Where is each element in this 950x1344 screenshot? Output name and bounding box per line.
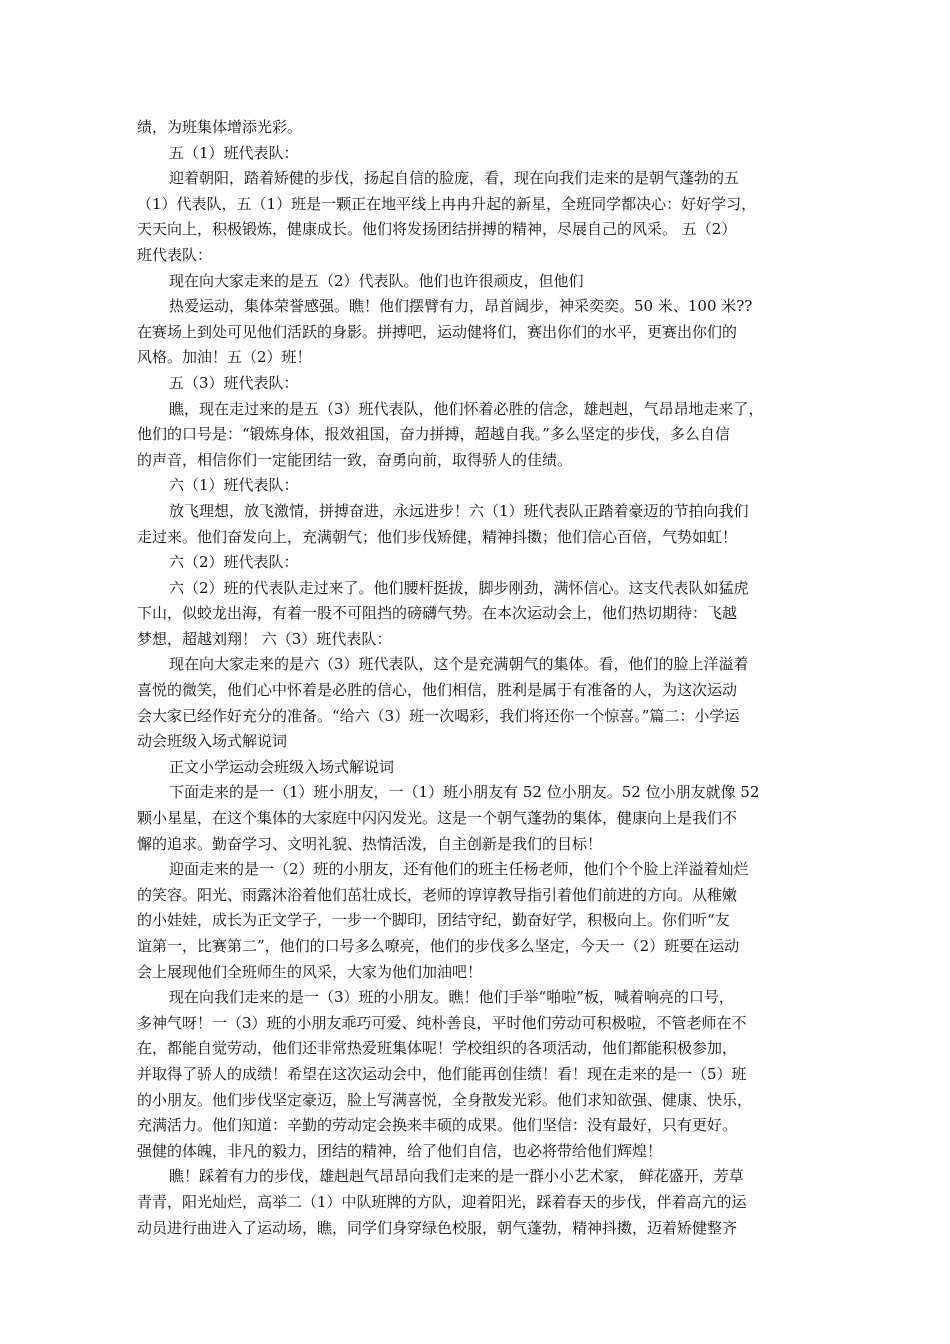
text-line: 六（2）班的代表队走过来了。他们腰杆挺拔，脚步刚劲，满怀信心。这支代表队如猛虎 (169, 578, 749, 597)
text-line: 会上展现他们全班师生的风采，大家为他们加油吧！ (137, 962, 483, 981)
text-line: 梦想，超越刘翔！ 六（3）班代表队： (137, 629, 392, 648)
text-line: 风格。加油！五（2）班！ (137, 348, 312, 367)
text-line: 颗小星星，在这个集体的大家庭中闪闪发光。这是一个朝气蓬勃的集体，健康向上是我们不 (137, 809, 738, 828)
text-line: 正文小学运动会班级入场式解说词 (169, 757, 395, 776)
text-line: 放飞理想，放飞激情，拼搏奋进，永远进步！六（1）班代表队正踏着豪迈的节拍向我们 (169, 501, 749, 520)
text-line: 会大家已经作好充分的准备。“给六（3）班一次喝彩，我们将还你一个惊喜。”篇二：小学运 (137, 706, 740, 725)
text-line: 懈的追求。勤奋学习、文明礼貌、热情活泼，自主创新是我们的目标！ (137, 834, 603, 853)
text-line: 五（3）班代表队： (169, 373, 299, 392)
text-line: （1）代表队，五（1）班是一颗正在地平线上冉冉升起的新星，全班同学都决心：好好学习， (137, 194, 757, 213)
text-line: 瞧，现在走过来的是五（3）班代表队，他们怀着必胜的信念，雄赳赳，气昂昂地走来了， (169, 399, 764, 418)
text-line: 动会班级入场式解说词 (137, 732, 288, 751)
text-line: 六（2）班代表队： (169, 553, 299, 572)
text-line: 六（1）班代表队： (169, 476, 299, 495)
text-line: 多神气呀！一（3）班的小朋友乖巧可爱、纯朴善良，平时他们劳动可积极啦，不管老师在不 (137, 1013, 747, 1032)
text-line: 的小娃娃，成长为正文学子，一步一个脚印，团结守纪，勤奋好学，积极向上。你们听“友 (137, 911, 730, 930)
text-line: 班代表队： (137, 245, 213, 264)
text-line: 充满活力。他们知道：辛勤的劳动定会换来丰硕的成果。他们坚信：没有最好，只有更好。 (137, 1116, 738, 1135)
document-body (137, 115, 813, 1241)
text-line: 迎面走来的是一（2）班的小朋友，还有他们的班主任杨老师，他们个个脸上洋溢着灿烂 (169, 860, 749, 879)
text-line: 青青，阳光灿烂，高举二（1）中队班牌的方队，迎着阳光，踩着春天的步伐，伴着高亢的运 (137, 1192, 747, 1211)
text-line: 在赛场上到处可见他们活跃的身影。拼搏吧，运动健将们，赛出你们的水平，更赛出你们的 (137, 322, 738, 341)
text-line: 谊第一，比赛第二”，他们的口号多么嘹亮，他们的步伐多么坚定，今天一（2）班要在运动 (137, 937, 740, 955)
text-line: 迎着朝阳，踏着矫健的步伐，扬起自信的脸庞，看，现在向我们走来的是朝气蓬勃的五 (169, 169, 740, 188)
text-line: 下面走来的是一（1）班小朋友，一（1）班小朋友有 52 位小朋友。52 位小朋友就像 52 (169, 783, 760, 802)
text-line: 动员进行曲进入了运动场，瞧，同学们身穿绿色校服，朝气蓬勃，精神抖擞，迈着矫健整齐 (137, 1218, 738, 1237)
text-line: 天天向上，积极锻炼，健康成长。他们将发扬团结拼搏的精神，尽展自己的风采。 五（2） (137, 220, 737, 239)
text-line: 喜悦的微笑，他们心中怀着是必胜的信心，他们相信，胜利是属于有准备的人，为这次运动 (137, 681, 738, 700)
text-line: 强健的体魄，非凡的毅力，团结的精神，给了他们自信，也必将带给他们辉煌！ (137, 1141, 663, 1160)
text-line: 热爱运动，集体荣誉感强。瞧！他们摆臂有力，昂首阔步，神采奕奕。50 米、100 米?? (169, 297, 753, 316)
text-line: 绩，为班集体增添光彩。 (137, 118, 303, 136)
text-line: 在，都能自觉劳动，他们还非常热爱班集体呢！学校组织的各项活动，他们都能积极参加， (137, 1039, 738, 1058)
text-line: 走过来。他们奋发向上，充满朝气；他们步伐矫健，精神抖擞；他们信心百倍，气势如虹！ (137, 527, 738, 546)
text-line: 瞧！踩着有力的步伐，雄赳赳气昂昂向我们走来的是一群小小艺术家， 鲜花盛开，芳草 (169, 1167, 744, 1186)
text-line: 现在向大家走来的是六（3）班代表队，这个是充满朝气的集体。看，他们的脸上洋溢着 (169, 655, 749, 674)
text-line: 他们的口号是：“锻炼身体，报效祖国，奋力拼搏，超越自我。”多么坚定的步伐，多么自信 (137, 425, 730, 444)
text-line: 的声音，相信你们一定能团结一致，奋勇向前，取得骄人的佳绩。 (137, 450, 573, 469)
text-line: 现在向我们走来的是一（3）班的小朋友。瞧！他们手举“啪啦”板，喊着响亮的口号， (169, 988, 734, 1007)
text-line: 并取得了骄人的成绩！希望在这次运动会中，他们能再创佳绩！看！现在走来的是一（5）班 (137, 1064, 747, 1083)
text-line: 的小朋友。他们步伐坚定豪迈，脸上写满喜悦，全身散发光彩。他们求知欲强、健康、快乐， (137, 1090, 753, 1109)
text-line: 下山，似蛟龙出海，有着一股不可阻挡的磅礴气势。在本次运动会上，他们热切期待：飞越 (137, 604, 738, 623)
text-line: 现在向大家走来的是五（2）代表队。他们也许很顽皮，但他们 (169, 271, 584, 290)
text-line: 五（1）班代表队： (169, 143, 299, 162)
text-line: 的笑容。阳光、雨露沐浴着他们茁壮成长，老师的谆谆教导指引着他们前进的方向。从稚嫩 (137, 885, 738, 904)
